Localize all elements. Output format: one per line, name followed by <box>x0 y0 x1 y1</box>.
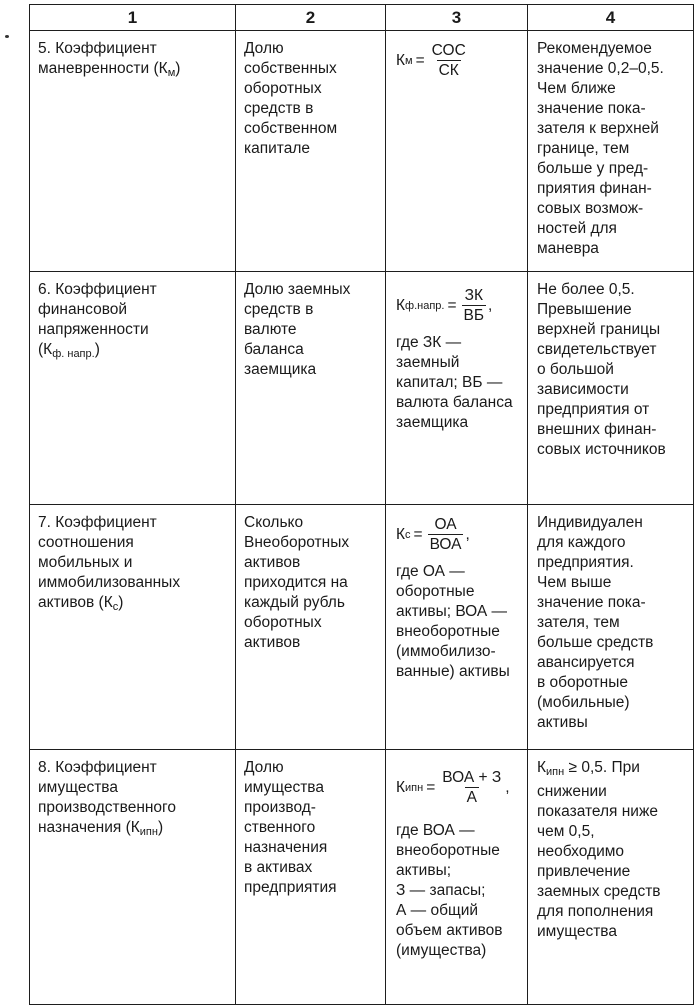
text-line <box>38 59 231 83</box>
text-line: авансируется <box>537 654 635 671</box>
text-line: Рекомендуемое <box>537 40 652 57</box>
text-line: совых возмож- <box>537 200 644 217</box>
ratio-name-cell <box>30 750 236 1005</box>
norm-cell <box>528 31 694 272</box>
text-line: снижении <box>537 783 607 800</box>
text-line: заемных средств <box>537 883 661 900</box>
formula-note <box>396 562 525 682</box>
text-fragment: активов (К <box>38 594 113 611</box>
meaning-cell <box>236 272 386 505</box>
norm-cell <box>528 505 694 750</box>
text-line: для пополнения <box>537 903 654 920</box>
text-line: ностей для <box>537 220 617 237</box>
text-line: производственного <box>38 799 176 816</box>
text-line: приходится на <box>244 574 348 591</box>
text-line: Долю <box>244 40 284 57</box>
formula-subscript: с <box>405 528 411 541</box>
text-line: собственном <box>244 120 338 137</box>
text-line: 5. Коэффициент <box>38 40 157 57</box>
text-line: валюта баланса <box>396 394 513 411</box>
text-line: баланса <box>244 341 304 358</box>
text-line: собственных <box>244 60 337 77</box>
text-line: З — запасы; <box>396 882 486 899</box>
formula <box>396 768 525 807</box>
formula-cell <box>386 505 528 750</box>
text-line: (мобильные) <box>537 694 630 711</box>
text-line: больше средств <box>537 634 654 651</box>
text-line <box>38 593 231 617</box>
formula-fraction <box>440 768 503 807</box>
text-line: активы; ВОА — <box>396 603 508 620</box>
text-line: предприятия. <box>537 554 634 571</box>
text-line: напряженности <box>38 321 149 338</box>
text-line: зависимости <box>537 381 629 398</box>
scan-speck <box>5 35 9 38</box>
text-line: показателя ниже <box>537 803 658 820</box>
text-line: предприятия от <box>537 401 650 418</box>
text-line: 6. Коэффициент <box>38 281 157 298</box>
text-line: объем активов <box>396 922 503 939</box>
text-line: в оборотные <box>537 674 628 691</box>
meaning-cell <box>236 505 386 750</box>
text-fragment: К <box>537 759 547 776</box>
text-line: назначения <box>244 839 328 856</box>
text-line <box>38 818 231 842</box>
norm-cell <box>528 750 694 1005</box>
text-fragment: маневренности (К <box>38 60 168 77</box>
text-fragment: ) <box>118 594 124 611</box>
text-line: имущества <box>244 779 324 796</box>
text-line: зателя, тем <box>537 614 620 631</box>
text-line: заемщика <box>396 414 469 431</box>
formula-numerator: ВОА + З <box>442 769 502 786</box>
text-line: имущества <box>38 779 118 796</box>
text-fragment: (К <box>38 341 53 358</box>
subscript: ипн <box>139 826 158 838</box>
text-line: где ЗК — <box>396 334 462 351</box>
text-line: где ОА — <box>396 563 465 580</box>
text-line: активов <box>244 634 301 651</box>
meaning-cell <box>236 31 386 272</box>
formula-denominator: А <box>466 789 477 806</box>
formula-fraction <box>428 515 464 554</box>
formula-note <box>396 821 525 961</box>
text-fragment: назначения (К <box>38 819 140 836</box>
table-row <box>30 505 694 750</box>
text-line: иммобилизованных <box>38 574 181 591</box>
meaning-cell <box>236 750 386 1005</box>
text-line: больше у пред- <box>537 160 649 177</box>
formula-tail: , <box>505 778 510 796</box>
text-line: зателя к верхней <box>537 120 659 137</box>
formula-subscript: ф.напр. <box>405 299 445 312</box>
formula-tail: , <box>465 525 470 543</box>
norm-cell <box>528 272 694 505</box>
text-line: Индивидуален <box>537 514 643 531</box>
formula-subscript: ипн <box>405 781 424 794</box>
text-line: внеоборотные <box>396 842 500 859</box>
text-line: необходимо <box>537 843 624 860</box>
text-line: капитал; ВБ — <box>396 374 503 391</box>
formula-equals: = <box>415 51 425 69</box>
formula-cell <box>386 272 528 505</box>
text-line: значение 0,2–0,5. <box>537 60 664 77</box>
text-line: предприятия <box>244 879 337 896</box>
text-line: Превышение <box>537 301 632 318</box>
text-line: значение пока- <box>537 594 646 611</box>
text-line: значение пока- <box>537 100 646 117</box>
subscript: с <box>112 601 119 613</box>
text-line: заемный <box>396 354 460 371</box>
formula-numerator: ОА <box>434 516 457 533</box>
formula <box>396 286 525 325</box>
formula-numerator: СОС <box>431 42 466 59</box>
formula-fraction <box>430 41 468 80</box>
text-line: валюте <box>244 321 297 338</box>
ratio-name-cell <box>30 31 236 272</box>
formula <box>396 515 525 554</box>
ratio-name-cell <box>30 272 236 505</box>
text-line: активов <box>244 554 301 571</box>
header-cell: 3 <box>386 5 528 31</box>
text-line: Чем выше <box>537 574 612 591</box>
text-line: активы; <box>396 862 452 879</box>
text-line: внешних финан- <box>537 421 657 438</box>
text-fragment: ) <box>94 341 100 358</box>
financial-ratios-table <box>29 4 694 1005</box>
text-line: свидетельствует <box>537 341 657 358</box>
text-line: (имущества) <box>396 942 487 959</box>
formula <box>396 41 525 80</box>
text-line: оборотные <box>396 583 475 600</box>
formula-symbol: К <box>396 778 406 796</box>
text-line: заемщика <box>244 361 317 378</box>
header-cell: 2 <box>236 5 386 31</box>
text-fragment: ) <box>175 60 181 77</box>
formula-fraction <box>462 286 487 325</box>
formula-note <box>396 333 525 433</box>
text-line: соотношения <box>38 534 134 551</box>
text-line: внеоборотные <box>396 623 500 640</box>
text-line: Долю <box>244 759 284 776</box>
text-line: имущества <box>537 923 617 940</box>
text-line: верхней границы <box>537 321 661 338</box>
text-line: капитале <box>244 140 311 157</box>
text-line: о большой <box>537 361 614 378</box>
formula-symbol: К <box>396 296 406 314</box>
table-row <box>30 31 694 272</box>
text-line: А — общий <box>396 902 479 919</box>
formula-equals: = <box>413 525 423 543</box>
text-line: средств в <box>244 100 314 117</box>
text-line: где ВОА — <box>396 822 475 839</box>
text-line: (иммобилизо- <box>396 643 496 660</box>
formula-denominator: СК <box>438 62 459 79</box>
formula-tail: , <box>488 296 493 314</box>
subscript: ф. напр. <box>52 348 95 360</box>
text-line <box>38 340 231 364</box>
formula-numerator: ЗК <box>464 287 483 304</box>
text-line: Не более 0,5. <box>537 281 635 298</box>
text-line: оборотных <box>244 80 322 97</box>
text-fragment: ) <box>157 819 164 836</box>
text-line: в активах <box>244 859 313 876</box>
text-line: для каждого <box>537 534 626 551</box>
formula-equals: = <box>447 296 457 314</box>
subscript: м <box>167 67 176 79</box>
formula-cell <box>386 31 528 272</box>
text-line: чем 0,5, <box>537 823 595 840</box>
header-cell: 4 <box>528 5 694 31</box>
text-line <box>537 758 691 782</box>
formula-symbol: К <box>396 51 406 69</box>
text-line: каждый рубль <box>244 594 345 611</box>
text-line: приятия финан- <box>537 180 652 197</box>
text-line: активы <box>537 714 588 731</box>
text-line: Сколько <box>244 514 304 531</box>
table-row <box>30 750 694 1005</box>
text-line: ванные) активы <box>396 663 510 680</box>
text-line: средств в <box>244 301 314 318</box>
subscript: ипн <box>546 766 565 778</box>
text-line: привлечение <box>537 863 631 880</box>
text-line: маневра <box>537 240 599 257</box>
text-line: производ- <box>244 799 316 816</box>
header-cell: 1 <box>30 5 236 31</box>
ratio-name-cell <box>30 505 236 750</box>
text-line: 7. Коэффициент <box>38 514 157 531</box>
formula-denominator: ВБ <box>463 307 485 324</box>
text-line: мобильных и <box>38 554 133 571</box>
text-line: Внеоборотных <box>244 534 350 551</box>
text-fragment: ≥ 0,5. При <box>564 759 640 776</box>
text-line: совых источников <box>537 441 666 458</box>
formula-denominator: ВОА <box>429 536 462 553</box>
table-row <box>30 272 694 505</box>
formula-cell <box>386 750 528 1005</box>
text-line: границе, тем <box>537 140 630 157</box>
text-line: оборотных <box>244 614 322 631</box>
text-line: 8. Коэффициент <box>38 759 157 776</box>
text-line: финансовой <box>38 301 128 318</box>
text-line: ственного <box>244 819 316 836</box>
text-line: Долю заемных <box>244 281 351 298</box>
text-line: Чем ближе <box>537 80 616 97</box>
header-row <box>30 5 694 31</box>
formula-subscript: м <box>405 54 413 67</box>
formula-equals: = <box>426 778 436 796</box>
formula-symbol: К <box>396 525 406 543</box>
